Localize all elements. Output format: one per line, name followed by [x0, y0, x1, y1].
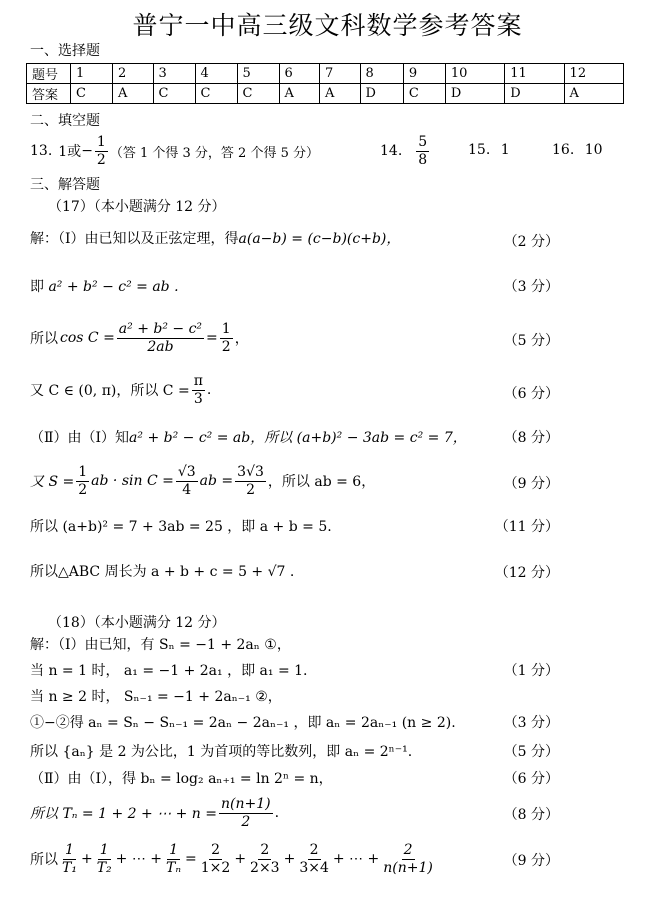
question-number: 2 [113, 64, 154, 84]
question-number: 3 [153, 64, 195, 84]
question-number: 6 [279, 64, 320, 84]
p18-l8-frac-7 [381, 842, 435, 875]
p17-l6-n1: 1 [78, 464, 88, 481]
p18-l7-den: 2 [241, 813, 251, 830]
p17-l3-den: 2ab [147, 338, 174, 355]
q13-den: 2 [96, 151, 106, 168]
p17-score-5: （8 分） [503, 430, 559, 446]
p18-l8-frac-3 [164, 842, 183, 875]
q13-fraction [95, 134, 108, 167]
p18-line-6: （Ⅱ）由（Ⅰ），得 bₙ = log₂ aₙ₊₁ = ln 2ⁿ = n， [30, 771, 333, 787]
p18-l8-frac-6 [297, 842, 331, 875]
answer-cell: D [505, 84, 564, 104]
p17-l3-fraction [117, 321, 204, 354]
p17-l3-end: ， [234, 331, 249, 347]
answer-cell: D [360, 84, 403, 104]
section-heading-solutions: 三、解答题 [30, 177, 100, 193]
p18-line-5: 所以 {aₙ} 是 2 为公比，1 为首项的等比数列，即 aₙ = 2ⁿ⁻¹. [30, 744, 413, 760]
p17-l6-d1: 2 [78, 481, 88, 498]
p17-line-2 [30, 276, 179, 296]
q13-neg: − [81, 143, 93, 159]
p17-score-4: （6 分） [503, 386, 559, 402]
question-number: 9 [403, 64, 445, 84]
p18-l8-dots-2: + ⋯ + [332, 851, 380, 867]
p17-score-8: （12 分） [494, 565, 559, 581]
p17-l4-num: π [193, 373, 203, 390]
p18-l8-g2d: 2×3 [250, 859, 280, 876]
table-row-answers [27, 84, 624, 104]
table-row-numbers [27, 64, 624, 84]
p18-line-2: 当 n = 1 时， a₁ = −1 + 2a₁ ，即 a₁ = 1. [30, 663, 308, 679]
answer-cell: A [564, 84, 623, 104]
p18-l7-end: . [274, 805, 280, 821]
p17-l2-math: a² + b² − c² = ab . [48, 279, 179, 295]
p18-line-3: 当 n ≥ 2 时， Sₙ₋₁ = −1 + 2aₙ₋₁ ②， [30, 689, 282, 705]
question-number: 5 [237, 64, 279, 84]
answer-cell: C [153, 84, 195, 104]
q14-fraction [416, 134, 429, 167]
problem-18-header: （18）（本小题满分 12 分） [48, 615, 226, 631]
p18-line-7 [30, 790, 279, 836]
p17-line-3 [30, 316, 249, 360]
p18-l8-text: 所以 [30, 852, 58, 868]
fill-answer-15 [468, 142, 510, 158]
question-number: 10 [445, 64, 504, 84]
q15-value: 1 [500, 142, 510, 158]
p17-l6-n2: √3 [177, 464, 196, 481]
p18-score-7: （8 分） [503, 807, 559, 823]
question-number: 12 [564, 64, 623, 84]
p18-line-1: 解：（Ⅰ）由已知，有 Sₙ = −1 + 2aₙ ①， [30, 637, 291, 653]
p17-l1-text: 解：（Ⅰ）由已知以及正弦定理，得 [30, 231, 239, 247]
question-number: 8 [360, 64, 403, 84]
fill-answer-14 [380, 131, 431, 171]
p18-l8-frac-2 [95, 842, 114, 875]
p18-score-6: （6 分） [503, 771, 559, 787]
q13-num: 1 [96, 134, 106, 151]
p17-l6-n3: 3√3 [237, 464, 264, 481]
p18-l8-frac-1 [60, 842, 79, 875]
p18-l7-text: 所以 Tₙ = 1 + 2 + ⋯ + n = [30, 806, 217, 822]
p17-score-7: （11 分） [494, 519, 559, 535]
p18-l8-f2d: T₂ [96, 859, 112, 876]
problem-17-header: （17）（本小题满分 12 分） [48, 199, 226, 215]
p18-l8-f1d: T₁ [62, 859, 77, 876]
p17-l6-end: ，所以 ab = 6， [267, 474, 376, 490]
q13-text: 1或 [58, 144, 82, 160]
answer-table [26, 63, 624, 104]
p18-l8-f1n: 1 [65, 842, 74, 859]
p18-line-4: ①−②得 aₙ = Sₙ − Sₙ₋₁ = 2aₙ − 2aₙ₋₁ ，即 aₙ = 2aₙ₋₁ (n ≥ 2). [30, 715, 456, 731]
p17-l6-text: 又 S = [30, 474, 75, 490]
q15-label: 15. [468, 142, 491, 158]
answer-cell: A [279, 84, 320, 104]
p18-l8-g4d: n(n+1) [383, 859, 433, 876]
p17-l6-fraction-1 [76, 464, 89, 497]
p17-score-6: （9 分） [503, 476, 559, 492]
p17-l6-d3: 2 [246, 481, 255, 498]
fill-answer-16 [552, 142, 603, 158]
p17-score-3: （5 分） [503, 333, 559, 349]
p17-l3-fraction-2 [220, 321, 233, 354]
section-heading-choice: 一、选择题 [30, 43, 100, 59]
q16-label: 16. [552, 142, 575, 158]
section-heading-fill: 二、填空题 [30, 113, 100, 129]
p17-l6-mid: ab · sin C = [91, 473, 174, 489]
p17-score-1: （2 分） [503, 234, 559, 250]
p17-l2-text: 即 [30, 279, 44, 295]
question-number: 11 [505, 64, 564, 84]
p18-l8-dots: + ⋯ + [115, 851, 163, 867]
fill-answer-13 [30, 131, 319, 171]
p18-l8-frac-4 [199, 842, 233, 875]
p17-l3-num2: 1 [221, 321, 231, 338]
q14-label: 14. [380, 143, 403, 159]
p17-l5-math: a² + b² − c² = ab，所以 (a+b)² − 3ab = c² = 7， [129, 430, 467, 446]
p18-score-8: （9 分） [503, 853, 559, 869]
p17-l3-eq: = [206, 330, 218, 346]
p18-score-2: （1 分） [503, 663, 559, 679]
p17-l3-den2: 2 [221, 338, 231, 355]
p17-l6-mid2: ab = [199, 473, 234, 489]
p17-line-5 [30, 427, 467, 447]
p17-l3-cos: cos C = [60, 330, 115, 346]
p18-l8-f3n: 1 [169, 842, 178, 859]
q13-note: （答 1 个得 3 分，答 2 个得 5 分） [109, 145, 319, 161]
p17-l1-math: a(a−b) = (c−b)(c+b)， [238, 231, 401, 247]
answer-cell: C [403, 84, 445, 104]
p17-l6-d2: 4 [182, 481, 192, 498]
p17-line-4 [30, 368, 211, 412]
p18-l8-eq: = [185, 851, 197, 867]
p17-l4-fraction [192, 373, 205, 406]
answer-cell: C [237, 84, 279, 104]
p18-l8-g1n: 2 [211, 842, 220, 859]
p18-l8-g1d: 1×2 [200, 859, 231, 876]
p17-l4-den: 3 [193, 390, 203, 407]
answer-cell: A [320, 84, 361, 104]
q13-label: 13. [30, 143, 53, 159]
p17-l6-fraction-3 [235, 464, 266, 497]
p18-l8-f2n: 1 [99, 842, 109, 859]
answer-cell: A [113, 84, 154, 104]
p18-l8-g3d: 3×4 [299, 859, 329, 876]
p17-line-1 [30, 228, 400, 248]
p17-l4-text: 又 C ∈ (0, π)，所以 C = [30, 383, 190, 399]
question-number: 7 [320, 64, 361, 84]
p17-l6-fraction-2 [176, 464, 198, 497]
p18-l8-f3d: Tₙ [166, 859, 182, 876]
p18-line-8: 所以 $\frac{1}{\text{T₁}}$ + $\frac{1}{\text{T₂}}$ + ⋯ + $\frac{1}{\text{Tₙ}}$ = $\frac{2}{1\times 2}$ + $\frac{2}{2\times 3}$ + $\frac{2}{3\times 4}$ + ⋯ + $\frac{2}{n(n+1)}$ [30, 842, 433, 876]
p17-line-7: 所以 (a+b)² = 7 + 3ab = 25 ，即 a + b = 5. [30, 519, 332, 535]
p18-l7-num: n(n+1) [221, 796, 271, 813]
p17-l3-num: a² + b² − c² [118, 321, 203, 338]
p18-score-4: （3 分） [503, 715, 559, 731]
q14-den: 8 [418, 151, 428, 168]
row-head-answer: 答案 [27, 84, 71, 104]
p17-l5-text: （Ⅱ）由（Ⅰ）知 [30, 430, 130, 446]
answer-cell: D [445, 84, 504, 104]
q14-num: 5 [418, 134, 428, 151]
q16-value: 10 [584, 142, 603, 158]
p18-score-5: （5 分） [503, 744, 559, 760]
page-title: 普宁一中高三级文科数学参考答案 [132, 11, 523, 40]
p17-l3-text: 所以 [30, 331, 58, 347]
p17-line-6 [30, 458, 375, 504]
p18-l8-g3n: 2 [309, 842, 319, 859]
p18-l8-g4n: 2 [403, 842, 413, 859]
row-head-number: 题号 [27, 64, 71, 84]
answer-cell: C [71, 84, 113, 104]
p18-l7-fraction [219, 796, 273, 829]
question-number: 4 [195, 64, 237, 84]
p17-score-2: （3 分） [503, 279, 559, 295]
p17-line-8: 所以△ABC 周长为 a + b + c = 5 + √7 . [30, 564, 295, 580]
p18-l8-frac-5 [248, 842, 282, 875]
p18-l8-g2n: 2 [260, 842, 270, 859]
p17-l4-end: . [206, 382, 212, 398]
answer-cell: C [195, 84, 237, 104]
question-number: 1 [71, 64, 113, 84]
